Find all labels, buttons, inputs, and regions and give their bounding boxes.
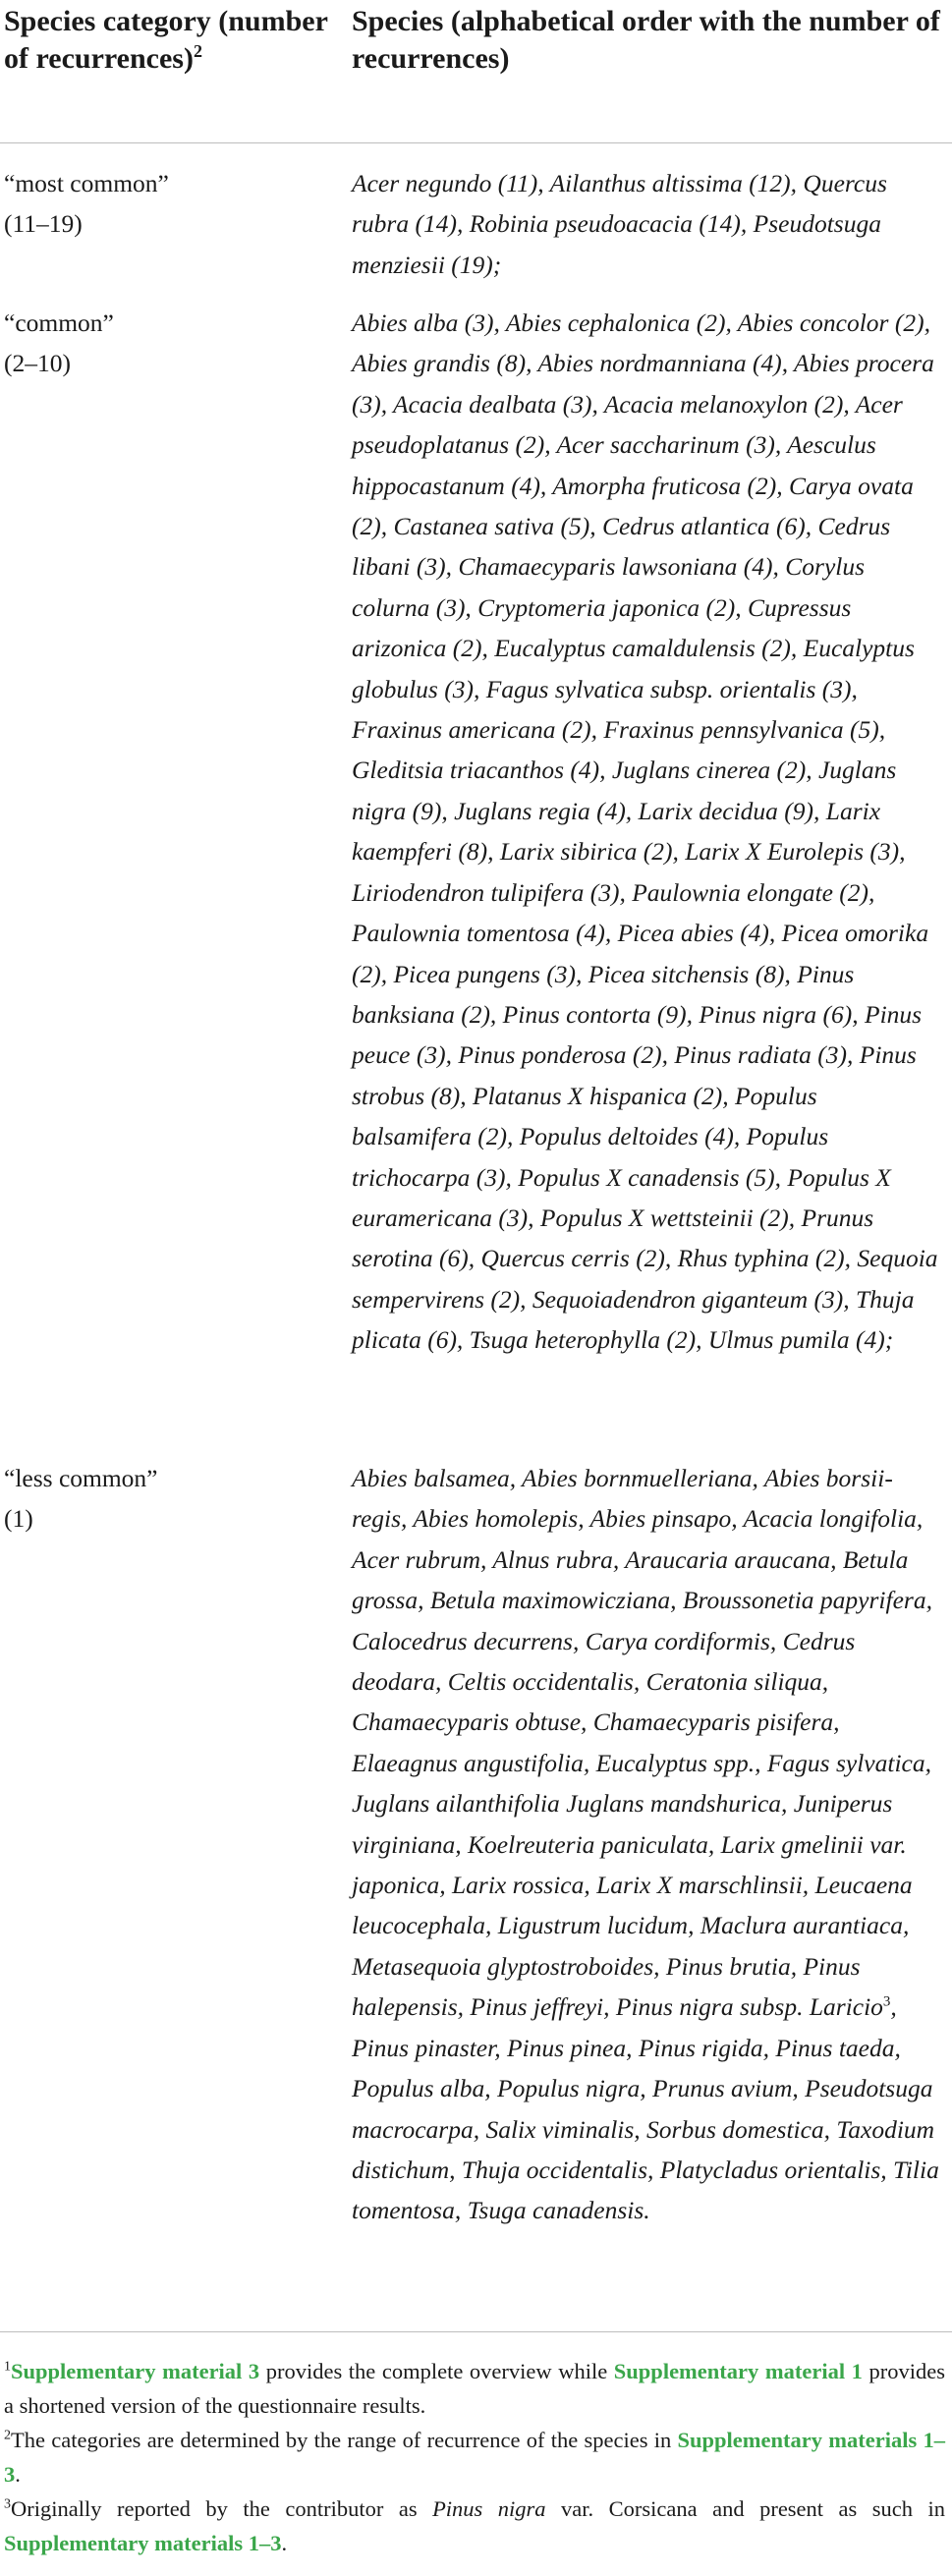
- footnote-text: var. Corsicana and present as such in: [545, 2496, 945, 2521]
- species-cell: Abies alba (3), Abies cephalonica (2), Abies concolor (2), Abies grandis (8), Abies nordmanniana (4), Abies procera (3), Acacia dealbata (3), Acacia melanoxylon (2), Acer pseudoplatanus (2), Acer saccharinum (3), Aesculus hippocastanum (4), Amorpha fruticosa (2), Carya ovata (2), Castanea sativa (5), Cedrus atlantica (6), Cedrus libani (3), Chamaecyparis lawsoniana (4), Corylus colurna (3), Cryptomeria japonica (2), Cupressus arizonica (2), Eucalyptus camaldulensis (2), Eucalyptus globulus (3), Fagus sylvatica subsp. orientalis (3), Fraxinus americana (2), Fraxinus pennsylvanica (5), Gleditsia triacanthos (4), Juglans cinerea (2), Juglans nigra (9), Juglans regia (4), Larix decidua (9), Larix kaempferi (8), Larix sibirica (2), Larix X Eurolepis (3), Liriodendron tulipifera (3), Paulownia elongate (2), Paulownia tomentosa (4), Picea abies (4), Picea omorika (2), Picea pungens (3), Picea sitchensis (8), Pinus banksiana (2), Pinus contorta (9), Pinus nigra (6), Pinus peuce (3), Pinus ponderosa (2), Pinus radiata (3), Pinus strobus (8), Platanus X hispanica (2), Populus balsamifera (2), Populus deltoides (4), Populus trichocarpa (3), Populus X canadensis (5), Populus X euramericana (3), Populus X wettsteinii (2), Prunus serotina (6), Quercus cerris (2), Rhus typhina (2), Sequoia sempervirens (2), Sequoiadendron giganteum (3), Thuja plicata (6), Tsuga heterophylla (2), Ulmus pumila (4);: [352, 308, 938, 1355]
- footnote-2: [4, 2423, 945, 2492]
- footnote-text: .: [15, 2462, 21, 2487]
- category-cell: [4, 1458, 328, 1540]
- table-bottom-rule: [0, 2331, 952, 2332]
- header-species-category: [4, 3, 343, 78]
- table-header: [0, 0, 952, 143]
- species-cell: Acer negundo (11), Ailanthus altissima (12), Quercus rubra (14), Robinia pseudoacacia (14), Pseudotsuga menziesii (19);: [352, 169, 887, 279]
- link-supplementary-material-3[interactable]: Supplementary material 3: [11, 2359, 260, 2383]
- header-col1-text: Species category (number of recurrences): [4, 5, 328, 75]
- footnote-mark: 3: [4, 2496, 11, 2512]
- species-list-part-b: , Pinus pinaster, Pinus pinea, Pinus rigida, Pinus taeda, Populus alba, Populus nigra, Prunus avium, Pseudotsuga macrocarpa, Salix viminalis, Sorbus domestica, Taxodium distichum, Thuja occidentalis, Platycladus orientalis, Tilia tomentosa, Tsuga canadensis.: [352, 1992, 939, 2225]
- footnote-3: [4, 2492, 945, 2560]
- category-cell: [4, 303, 328, 384]
- footnote-mark: 2: [4, 2428, 11, 2443]
- species-list-part-a: Abies balsamea, Abies bornmuelleriana, Abies borsii-regis, Abies homolepis, Abies pinsapo, Acacia longifolia, Acer rubrum, Alnus rubra, Araucaria araucana, Betula grossa, Betula maximowicziana, Broussonetia papyrifera, Calocedrus decurrens, Carya cordiformis, Cedrus deodara, Celtis occidentalis, Ceratonia siliqua, Chamaecyparis obtuse, Chamaecyparis pisifera, Elaeagnus angustifolia, Eucalyptus spp., Fagus sylvatica, Juglans ailanthifolia Juglans mandshurica, Juniperus virginiana, Koelreuteria paniculata, Larix gmelinii var. japonica, Larix rossica, Larix X marschlinsii, Leucaena leucocephala, Ligustrum lucidum, Maclura aurantiaca, Metasequoia glyptostroboides, Pinus brutia, Pinus halepensis, Pinus jeffreyi, Pinus nigra subsp. Laricio: [352, 1464, 932, 2022]
- category-range: (2–10): [4, 349, 71, 378]
- table-row-common: [0, 303, 952, 1440]
- footnotes: [4, 2354, 945, 2560]
- link-supplementary-material-1[interactable]: Supplementary material 1: [613, 2359, 863, 2383]
- footnote-text: provides a shortened version of the questionnaire results.: [4, 2359, 945, 2418]
- species-cell: [352, 1458, 941, 2231]
- header-col1-footnote-mark: 2: [193, 41, 202, 61]
- header-species: Species (alphabetical order with the number of recurrences): [352, 5, 940, 75]
- category-label: “common”: [4, 308, 114, 337]
- category-range: (1): [4, 1504, 33, 1534]
- category-label: “most common”: [4, 169, 169, 197]
- category-label: “less common”: [4, 1464, 158, 1492]
- table-row-most-common: [0, 163, 952, 286]
- footnote-1: [4, 2354, 945, 2423]
- footnote-text: provides the complete overview while: [259, 2359, 614, 2383]
- footnote-italic-species: Pinus nigra: [432, 2496, 546, 2521]
- category-cell: [4, 163, 328, 245]
- link-supplementary-materials-1-3[interactable]: Supplementary materials 1–3: [4, 2531, 282, 2555]
- footnote-mark-3: 3: [882, 1993, 891, 2010]
- footnote-text: .: [281, 2531, 288, 2555]
- footnote-mark: 1: [4, 2359, 11, 2375]
- link-supplementary-materials-1-3[interactable]: Supplementary materials 1–3: [4, 2428, 945, 2487]
- table-row-less-common: [0, 1458, 952, 2317]
- footnote-text: The categories are determined by the range of recurrence of the species in: [11, 2428, 678, 2452]
- footnote-text: Originally reported by the contributor as: [11, 2496, 433, 2521]
- category-range: (11–19): [4, 209, 83, 239]
